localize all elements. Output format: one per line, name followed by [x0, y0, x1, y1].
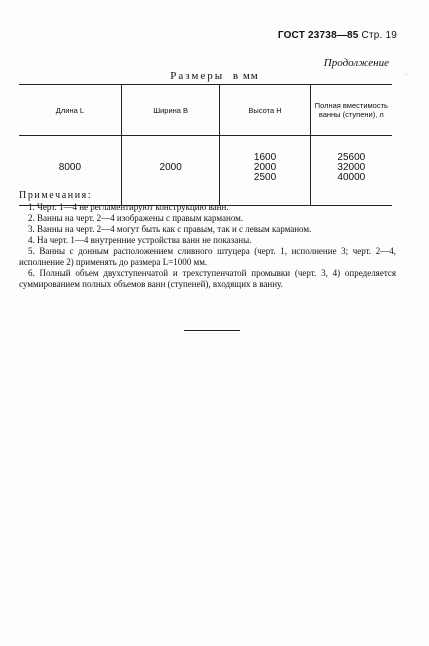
header-height: Высота H — [220, 85, 310, 136]
notes-title: Примечания: — [19, 190, 93, 201]
note-item: 1. Черт. 1—4 не регламентируют конструкцию ванн. — [28, 202, 229, 212]
table-caption — [0, 70, 429, 82]
cell-length: 8000 — [19, 136, 121, 206]
page-number: Стр. 19 — [361, 30, 397, 41]
caption-text: Размеры — [170, 70, 225, 82]
continuation-label: Продолжение — [323, 57, 389, 69]
volume-value: 32000 — [337, 161, 366, 173]
note-item: 2. Ванны на черт. 2—4 изображены с правым карманом. — [28, 213, 244, 223]
note-item: 3. Ванны на черт. 2—4 могут быть как с правым, так и с левым карманом. — [28, 224, 312, 234]
end-rule — [184, 330, 240, 331]
header-width: Ширина B — [121, 85, 220, 136]
caption-unit: в мм — [232, 70, 259, 82]
standard-number: ГОСТ 23738—85 — [277, 30, 359, 41]
volume-value: 40000 — [337, 171, 366, 183]
note-item: 6. Полный объем двухступенчатой и трехступенчатой промывки (черт. 3, 4) определяется суммированием полных объемов ванн (ступеней), входящих в ванну. — [19, 268, 396, 289]
notes-section — [19, 190, 396, 290]
header-volume: Полная вместимость ванны (ступени), л — [310, 85, 392, 136]
height-value: 2500 — [253, 171, 277, 183]
margin-mark: · — [405, 72, 407, 78]
volume-value: 25600 — [337, 151, 366, 163]
note-item: 4. На черт. 1—4 внутренние устройства ванн не показаны. — [28, 235, 252, 245]
page-header — [278, 30, 397, 41]
note-item: 5. Ванны с донным расположением сливного штуцера (черт. 1, исполнение 3; черт. 2—4, исполнение 2) применять до размера L=1000 мм. — [19, 246, 396, 267]
dimensions-table — [19, 84, 392, 206]
cell-width: 2000 — [121, 136, 220, 206]
table-header-row — [19, 85, 392, 136]
height-value: 2000 — [253, 161, 277, 173]
height-value: 1600 — [253, 151, 277, 163]
header-length: Длина L — [19, 85, 121, 136]
